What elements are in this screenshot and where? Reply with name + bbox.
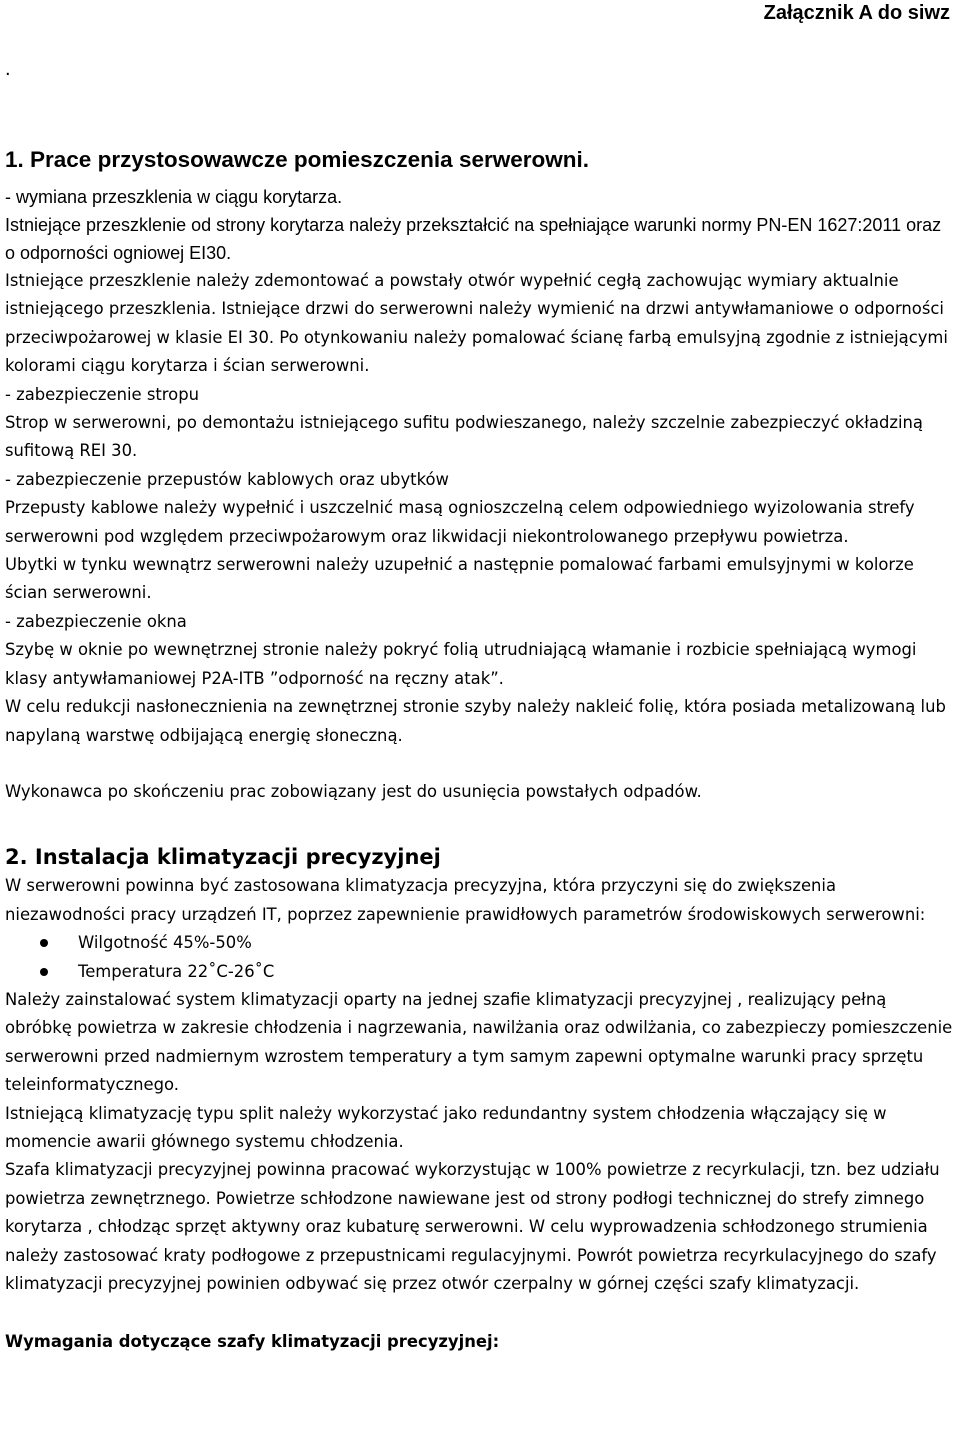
section1-paragraph: Istniejące przeszklenie należy zdemontować a powstały otwór wypełnić cegłą zachowując wymiary aktualnie istniejącego przeszklenia. Istniejące drzwi do serwerowni należy wymienić na drzwi antywłamaniowe o odporności przeciwpożarowej w klasie EI 30. Po otynkowaniu należy pomalować ścianę farbą emulsyjną zgodnie z istniejącymi kolorami ciągu korytarza i ścian serwerowni. xyxy=(5,271,948,376)
plaster-paragraph: Ubytki w tynku wewnątrz serwerowni należy uzupełnić a następnie pomalować farbami emulsyjnymi w kolorze ścian serwerowni. xyxy=(5,555,914,603)
sun-film-paragraph: W celu redukcji nasłonecznienia na zewnętrznej stronie szyby należy nakleić folię, która posiada metalizowaną lub napylaną warstwę odbijającą energię słoneczną. xyxy=(5,697,946,745)
list-item xyxy=(5,958,955,986)
list-item xyxy=(5,929,955,957)
bullet-icon xyxy=(40,939,48,947)
ceiling-subheading: - zabezpieczenie stropu xyxy=(5,384,200,404)
section1-line2: Istniejące przeszklenie od strony korytarza należy przekształcić na spełniające warunki normy PN-EN 1627:2011 oraz o odporności ogniowej EI30. xyxy=(5,215,942,263)
waste-paragraph: Wykonawca po skończeniu prac zobowiązany jest do usunięcia powstałych odpadów. xyxy=(5,781,702,801)
humidity-item: Wilgotność 45%-50% xyxy=(78,933,252,953)
spacer xyxy=(5,750,955,778)
cable-paragraph: Przepusty kablowe należy wypełnić i uszczelnić masą ognioszczelną celem odpowiedniego wyizolowania strefy serwerowni pod względem przeciwpożarowym oraz likwidacji niekontrolowanego przepływu powietrza. xyxy=(5,498,915,546)
section1-line1: - wymiana przeszklenia w ciągu korytarza. xyxy=(5,187,343,207)
window-subheading: - zabezpieczenie okna xyxy=(5,611,187,631)
window-paragraph: Szybę w oknie po wewnętrznej stronie należy pokryć folią utrudniającą włamanie i rozbicie spełniającą wymogi klasy antywłamaniowej P2A-ITB ”odporność na ręczny atak”. xyxy=(5,640,917,688)
section2-intro: W serwerowni powinna być zastosowana klimatyzacja precyzyjna, która przyczyni się do zwiększenia niezawodności pracy urządzeń IT, poprzez zapewnienie prawidłowych parametrów środowiskowych serwerowni: xyxy=(5,876,926,924)
attachment-header: Załącznik A do siwz xyxy=(763,2,950,24)
bullet-icon xyxy=(40,968,48,976)
parameters-list xyxy=(5,929,955,986)
cable-subheading: - zabezpieczenie przepustów kablowych oraz ubytków xyxy=(5,469,449,489)
section2-heading: 2. Instalacja klimatyzacji precyzyjnej xyxy=(5,845,441,870)
split-paragraph: Istniejącą klimatyzację typu split należy wykorzystać jako redundantny system chłodzenia włączający się w momencie awarii głównego systemu chłodzenia. xyxy=(5,1103,887,1151)
temperature-item: Temperatura 22˚C-26˚C xyxy=(78,961,275,981)
airflow-paragraph: Szafa klimatyzacji precyzyjnej powinna pracować wykorzystując w 100% powietrze z recyrkulacji, tzn. bez udziału powietrza zewnętrznego. Powietrze schłodzone nawiewane jest od strony podłogi technicznej do strefy zimnego korytarza , chłodząc sprzęt aktywny oraz kubaturę serwerowni. W celu wyprowadzenia schłodzonego strumienia należy zastosować kraty podłogowe z przepustnicami regulacyjnymi. Powrót powietrza recyrkulacyjnego do szafy klimatyzacji precyzyjnej powinien odbywać się przez otwór czerpalny w górnej części szafy klimatyzacji. xyxy=(5,1160,940,1293)
section1-heading: 1. Prace przystosowawcze pomieszczenia serwerowni. xyxy=(5,147,589,172)
system-paragraph: Należy zainstalować system klimatyzacji oparty na jednej szafie klimatyzacji precyzyjnej , realizujący pełną obróbkę powietrza w zakresie chłodzenia i nagrzewania, nawilżania oraz odwilżania, co zabezpieczy pomieszczenie serwerowni przed nadmiernym wzrostem temperatury a tym samym zapewni optymalne warunki pracy sprzętu teleinformatycznego. xyxy=(5,989,953,1095)
requirements-subheading: Wymagania dotyczące szafy klimatyzacji precyzyjnej: xyxy=(5,1332,500,1352)
document-content xyxy=(5,145,955,1356)
ceiling-paragraph: Strop w serwerowni, po demontażu istniejącego sufitu podwieszanego, należy szczelnie zabezpieczyć okładziną sufitową REI 30. xyxy=(5,413,923,461)
stray-dot: . xyxy=(5,58,11,80)
